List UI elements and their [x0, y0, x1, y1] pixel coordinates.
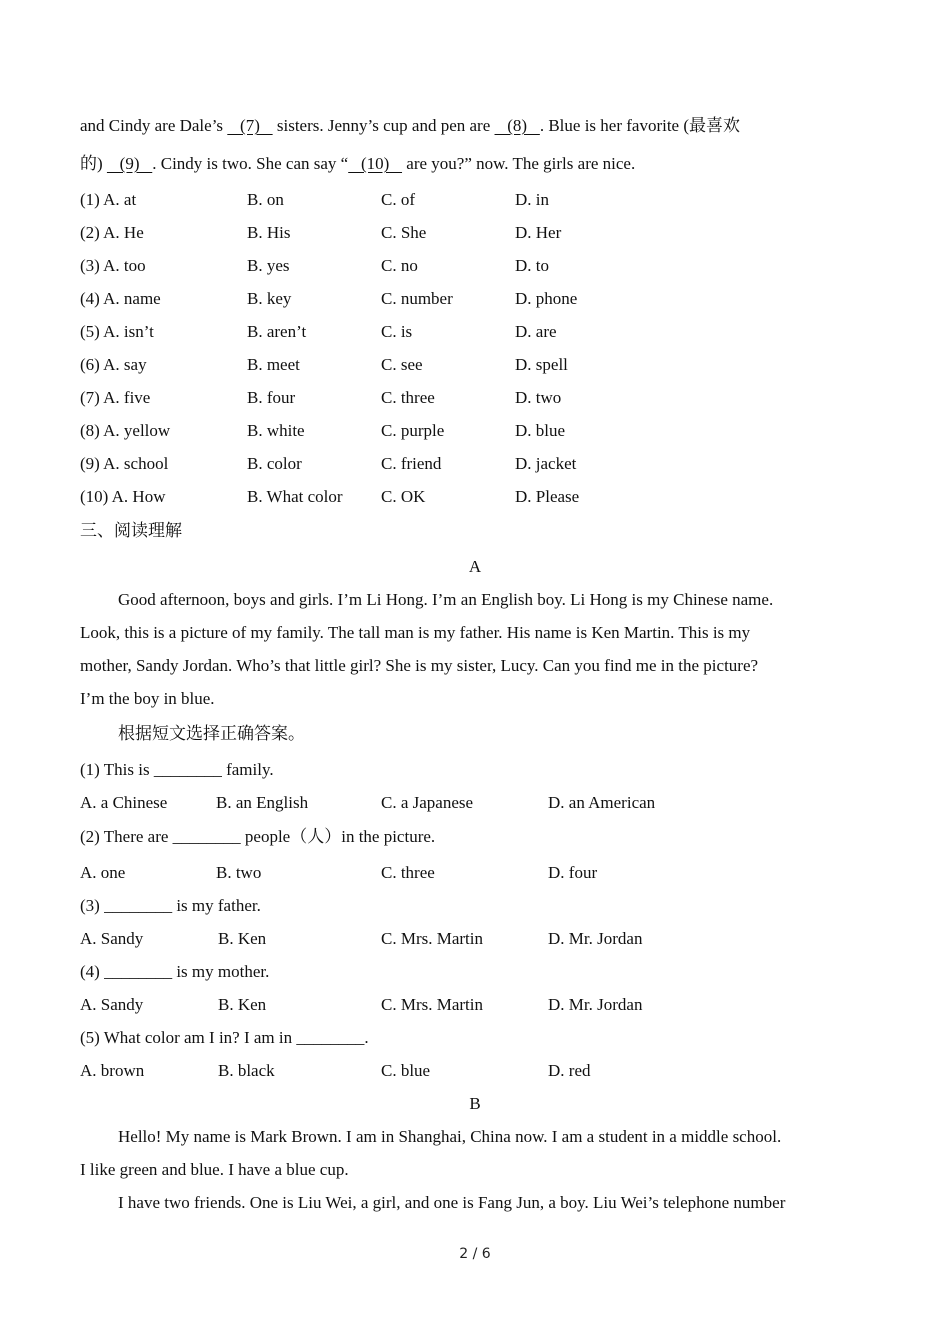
option-choice: (2) A. He — [80, 223, 144, 242]
passage-b-line: Hello! My name is Mark Brown. I am in Shanghai, China now. I am a student in a middle school. — [118, 1127, 782, 1146]
option-choice: B. two — [216, 863, 262, 882]
option-choice: (10) A. How — [80, 487, 166, 506]
option-choice: B. His — [247, 223, 291, 242]
option-choice: C. a Japanese — [381, 793, 474, 812]
option-choice: A. Sandy — [80, 929, 144, 948]
option-choice: D. phone — [515, 289, 578, 308]
option-choice: D. are — [515, 322, 557, 341]
option-choice: C. Mrs. Martin — [381, 995, 483, 1014]
option-choice: D. Please — [515, 487, 580, 506]
option-choice: B. Ken — [218, 929, 267, 948]
blank-9: (9) — [106, 154, 153, 173]
option-choice: C. three — [381, 863, 435, 882]
option-choice: C. OK — [381, 487, 426, 506]
option-choice: D. to — [515, 256, 549, 275]
option-choice: (9) A. school — [80, 454, 169, 473]
option-choice: C. friend — [381, 454, 442, 473]
option-choice: D. two — [515, 388, 562, 407]
option-choice: D. Mr. Jordan — [548, 929, 643, 948]
option-choice: C. is — [381, 322, 413, 341]
option-choice: B. four — [247, 388, 296, 407]
question-text: (4) ________ is my mother. — [80, 962, 270, 981]
option-choice: (1) A. at — [80, 190, 137, 209]
option-choice: D. Her — [515, 223, 562, 242]
option-choice: (7) A. five — [80, 388, 151, 407]
option-choice: D. spell — [515, 355, 568, 374]
option-choice: A. brown — [80, 1061, 145, 1080]
cloze-option-row — [0, 256, 950, 276]
question-text: (5) What color am I in? I am in ________. — [80, 1028, 369, 1047]
option-choice: B. yes — [247, 256, 290, 275]
passage-b-line: I like green and blue. I have a blue cup. — [80, 1160, 349, 1179]
option-choice: D. Mr. Jordan — [548, 995, 643, 1014]
passage-a-instruction: 根据短文选择正确答案。 — [118, 724, 305, 743]
option-choice: (4) A. name — [80, 289, 161, 308]
blank-10: (10) — [348, 154, 403, 173]
question-options — [0, 929, 950, 949]
option-choice: C. She — [381, 223, 427, 242]
option-choice: B. an English — [216, 793, 309, 812]
cloze-option-row — [0, 421, 950, 441]
passage-a-line: Good afternoon, boys and girls. I’m Li Hong. I’m an English boy. Li Hong is my Chinese name. — [118, 590, 774, 609]
passage-a-line: Look, this is a picture of my family. The tall man is my father. His name is Ken Martin. This is my — [80, 623, 751, 642]
question-text: (1) This is ________ family. — [80, 760, 274, 779]
cloze-option-row — [0, 190, 950, 210]
question-options — [0, 1061, 950, 1081]
passage-a-label: A — [468, 557, 482, 576]
question-options — [0, 995, 950, 1015]
option-choice: (6) A. say — [80, 355, 147, 374]
option-choice: A. a Chinese — [80, 793, 168, 812]
passage-a-line: mother, Sandy Jordan. Who’s that little girl? She is my sister, Lucy. Can you find me in the picture? — [80, 656, 759, 675]
option-choice: B. on — [247, 190, 284, 209]
option-choice: (8) A. yellow — [80, 421, 171, 440]
option-choice: D. four — [548, 863, 598, 882]
option-choice: B. aren’t — [247, 322, 307, 341]
option-choice: (5) A. isn’t — [80, 322, 154, 341]
cloze-option-row — [0, 388, 950, 408]
option-choice: D. jacket — [515, 454, 577, 473]
option-choice: C. purple — [381, 421, 445, 440]
passage-a-line: I’m the boy in blue. — [80, 689, 215, 708]
section-title: 三、阅读理解 — [80, 521, 182, 540]
passage-b-label: B — [469, 1094, 481, 1113]
option-choice: C. Mrs. Martin — [381, 929, 483, 948]
cloze-option-row — [0, 355, 950, 375]
option-choice: A. one — [80, 863, 126, 882]
option-choice: B. What color — [247, 487, 343, 506]
cloze-line-1: and Cindy are Dale’s (7) sisters. Jenny’s cup and pen are (8) . Blue is her favorite (最喜欢 — [80, 116, 741, 135]
option-choice: C. no — [381, 256, 418, 275]
option-choice: B. meet — [247, 355, 300, 374]
option-choice: A. Sandy — [80, 995, 144, 1014]
cloze-option-row — [0, 454, 950, 474]
option-choice: B. key — [247, 289, 292, 308]
option-choice: B. Ken — [218, 995, 267, 1014]
option-choice: C. three — [381, 388, 435, 407]
option-choice: D. red — [548, 1061, 591, 1080]
cloze-option-row — [0, 289, 950, 309]
question-text: (2) There are ________ people（人）in the picture. — [80, 827, 436, 846]
page-number: 2 / 6 — [459, 1246, 491, 1262]
option-choice: D. blue — [515, 421, 566, 440]
option-choice: C. blue — [381, 1061, 431, 1080]
blank-8: (8) — [494, 116, 540, 135]
cloze-option-row — [0, 223, 950, 243]
cloze-line-2: 的) (9) . Cindy is two. She can say “ (10) are you?” now. The girls are nice. — [80, 154, 636, 173]
passage-b-line: I have two friends. One is Liu Wei, a girl, and one is Fang Jun, a boy. Liu Wei’s telephone number — [118, 1193, 786, 1212]
question-text: (3) ________ is my father. — [80, 896, 261, 915]
question-options — [0, 793, 950, 813]
option-choice: D. an American — [548, 793, 656, 812]
option-choice: B. black — [218, 1061, 275, 1080]
option-choice: C. of — [381, 190, 415, 209]
option-choice: D. in — [515, 190, 549, 209]
option-choice: (3) A. too — [80, 256, 146, 275]
option-choice: C. see — [381, 355, 423, 374]
option-choice: B. color — [247, 454, 302, 473]
question-options — [0, 863, 950, 883]
option-choice: C. number — [381, 289, 453, 308]
cloze-option-row — [0, 487, 950, 507]
option-choice: B. white — [247, 421, 305, 440]
cloze-option-row — [0, 322, 950, 342]
blank-7: (7) — [227, 116, 273, 135]
